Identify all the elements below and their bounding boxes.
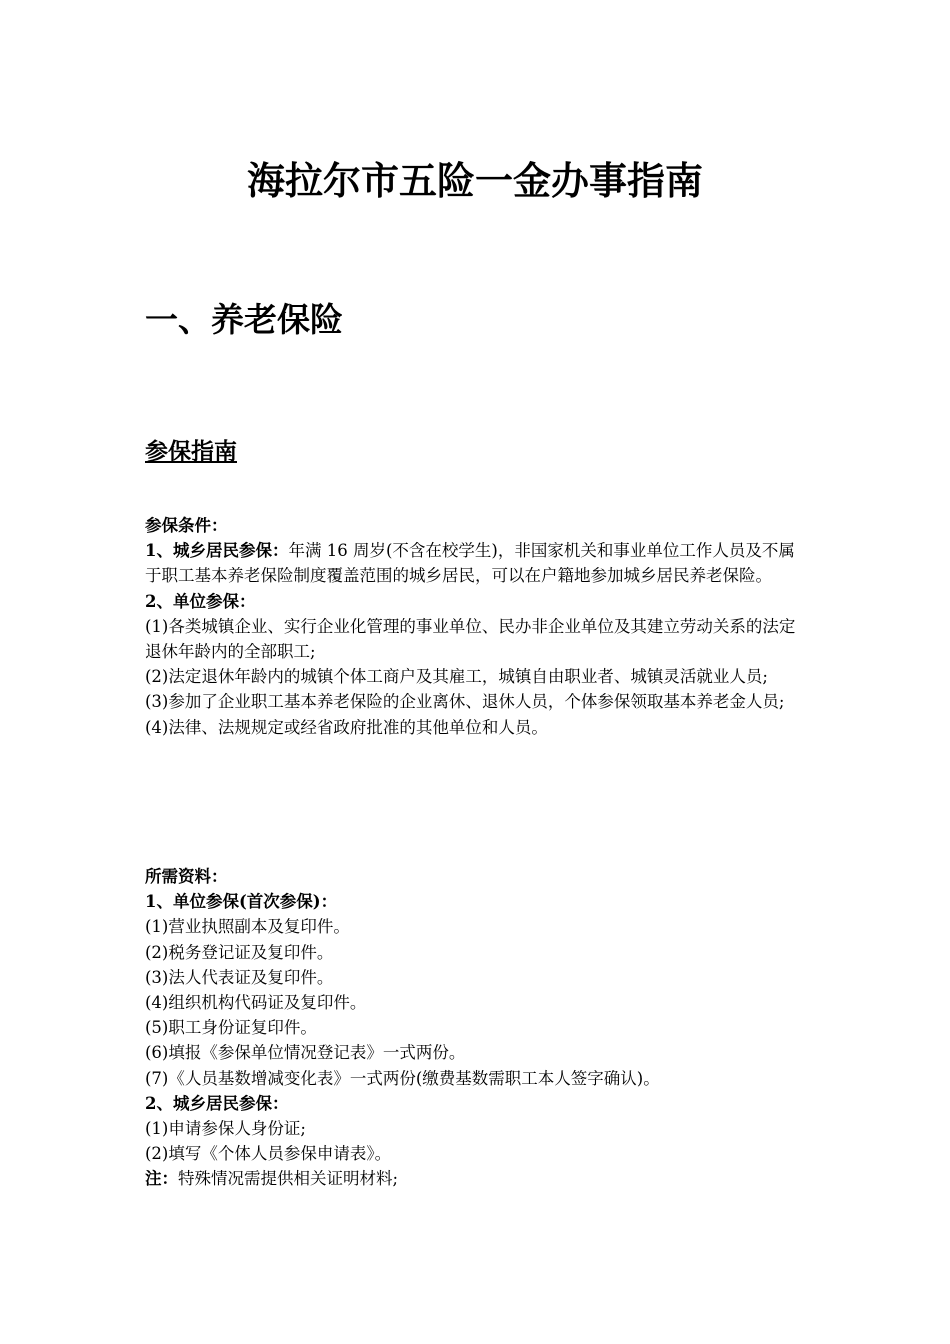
materials-note-text: 特殊情况需提供相关证明材料; [178,1169,399,1189]
materials-label: 所需资料： [145,867,228,886]
required-materials-block [145,864,810,1192]
materials-resident-line: (1)申请参保人身份证; [145,1119,306,1139]
section-heading-pension: 一、养老保险 [145,300,343,339]
condition-item-resident-text: 年满 16 周岁(不含在校学生)，非国家机关和事业单位工作人员及不属于职工基本养老保险制度覆盖范围的城乡居民，可以在户籍地参加城乡居民养老保险。 [145,541,795,586]
condition-unit-line: (3)参加了企业职工基本养老保险的企业离休、退休人员，个体参保领取基本养老金人员; [145,692,785,712]
materials-resident-label: 2、城乡居民参保： [145,1093,289,1113]
condition-item-resident-label: 1、城乡居民参保： [145,541,289,561]
condition-unit-line: (2)法定退休年龄内的城镇个体工商户及其雇工，城镇自由职业者、城镇灵活就业人员; [145,667,768,687]
materials-resident-line: (2)填写《个体人员参保申请表》。 [145,1144,392,1164]
materials-unit-line: (4)组织机构代码证及复印件。 [145,993,367,1013]
condition-item-resident [145,538,810,588]
materials-unit-line: (3)法人代表证及复印件。 [145,967,334,987]
materials-note [145,1166,810,1191]
enrollment-conditions-block [145,513,810,740]
materials-note-label: 注： [145,1169,178,1189]
materials-unit-line: (1)营业执照副本及复印件。 [145,917,350,937]
materials-unit-line: (2)税务登记证及复印件。 [145,942,334,962]
condition-unit-line: (1)各类城镇企业、实行企业化管理的事业单位、民办非企业单位及其建立劳动关系的法定退休年龄内的全部职工; [145,616,796,662]
condition-item-unit-label: 2、单位参保： [145,591,256,611]
page-title: 海拉尔市五险一金办事指南 [246,158,703,203]
materials-unit-label: 1、单位参保(首次参保)： [145,892,338,912]
materials-unit-line: (7)《人员基数增减变化表》一式两份(缴费基数需职工本人签字确认)。 [145,1068,660,1088]
materials-unit-line: (6)填报《参保单位情况登记表》一式两份。 [145,1043,466,1063]
subheading-enrollment-guide: 参保指南 [145,438,237,465]
conditions-label: 参保条件： [145,516,228,535]
materials-unit-line: (5)职工身份证复印件。 [145,1018,317,1038]
condition-unit-line: (4)法律、法规规定或经省政府批准的其他单位和人员。 [145,717,548,737]
